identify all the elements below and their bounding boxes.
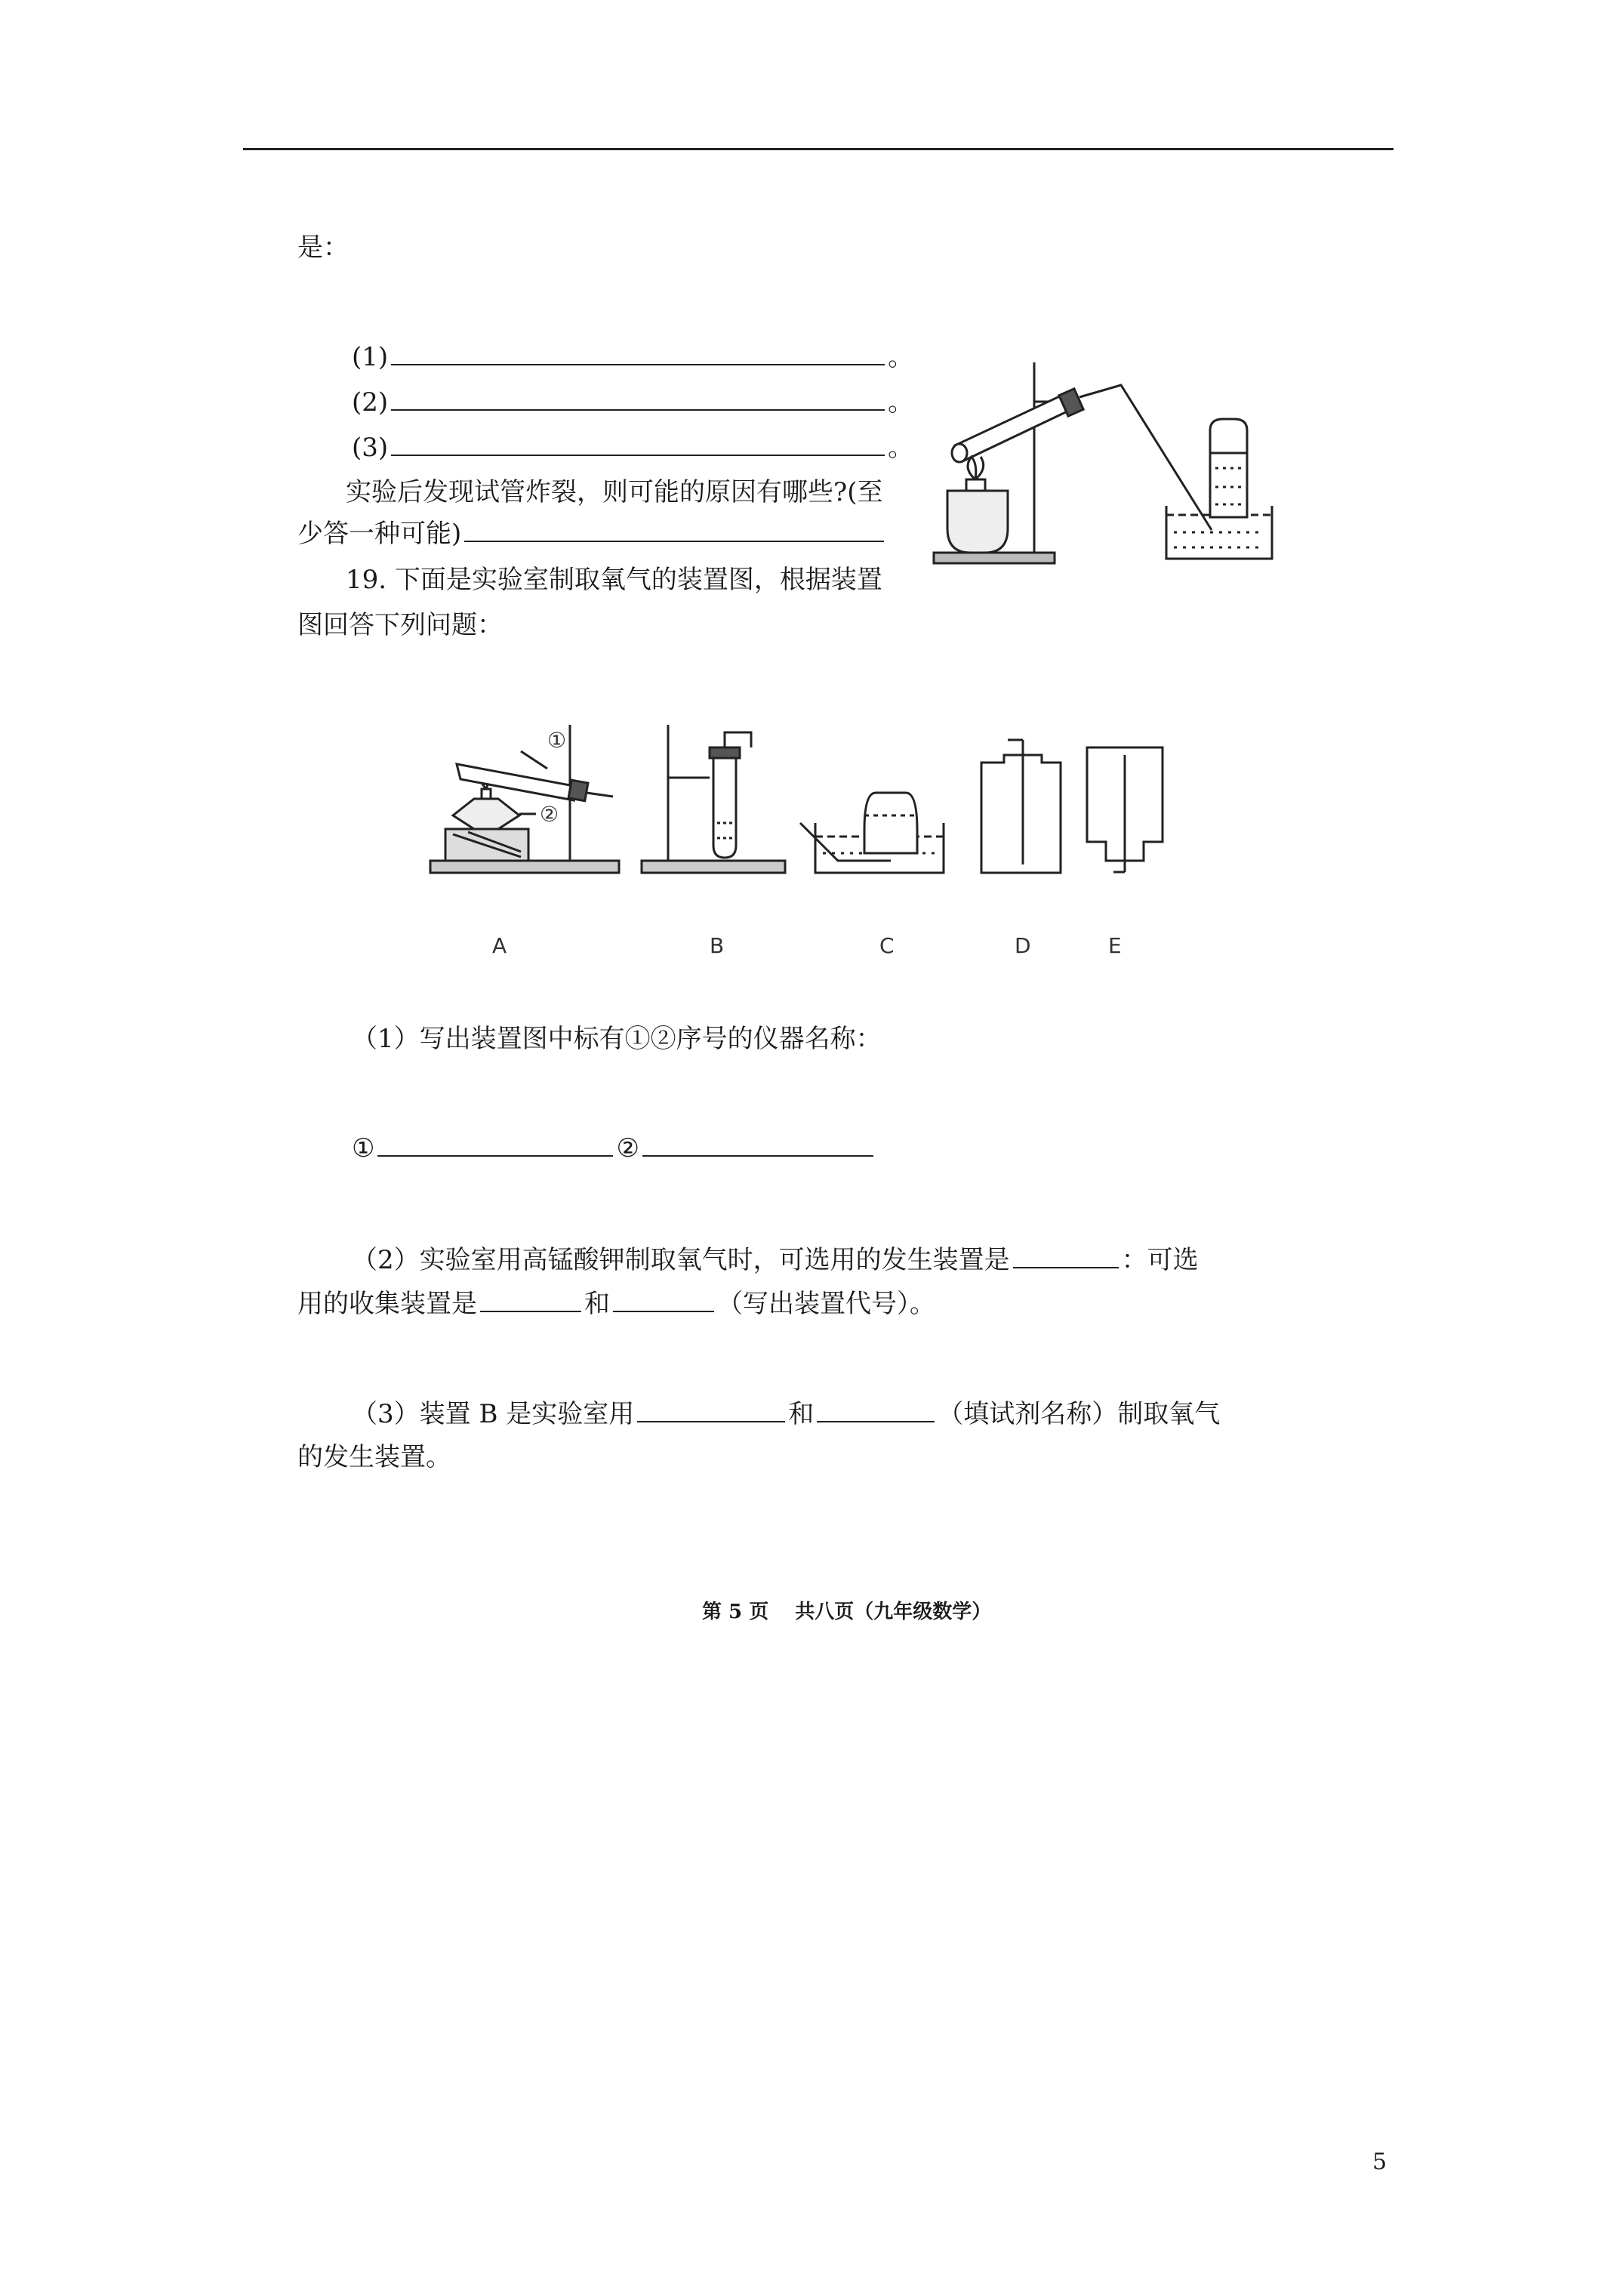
q18-blank-3[interactable] <box>391 432 885 456</box>
q19-part1-blank-2[interactable] <box>642 1133 873 1157</box>
figure-label-a: A <box>492 933 507 958</box>
q19-part3-line1: （3）装置 B 是实验室用 和 （填试剂名称）制取氧气 <box>352 1399 1221 1429</box>
figure-label-d: D <box>1015 933 1031 958</box>
q18-blank-1[interactable] <box>391 341 885 365</box>
q19-part1-blank-1[interactable] <box>377 1133 613 1157</box>
q19-part3-blank-2[interactable] <box>817 1398 935 1422</box>
q19-apparatus-figure <box>408 710 1253 959</box>
q19-part2-line1: （2）实验室用高锰酸钾制取氧气时，可选用的发生装置是 ：可选 <box>352 1245 1199 1275</box>
q19-part2-blank-2[interactable] <box>480 1288 581 1312</box>
q18-blank-2[interactable] <box>391 387 885 411</box>
figure-marker-2: ② <box>540 802 559 827</box>
q19-intro-line2: 图回答下列问题： <box>297 610 503 640</box>
footer-page-info: 第 5 页 共八页（九年级数学） <box>702 1601 992 1623</box>
q19-part3-blank-1[interactable] <box>637 1398 785 1422</box>
figure-label-c: C <box>879 933 895 958</box>
figure-label-b: B <box>710 933 725 958</box>
q19-part3-line2: 的发生装置。 <box>297 1442 451 1472</box>
q19-part1-blanks: ① ② <box>352 1133 876 1163</box>
footer-page-number: 5 <box>1372 2149 1387 2175</box>
q19-intro-line1: 19. 下面是实验室制取氧气的装置图，根据装置 <box>346 565 882 595</box>
q18-item-3: (3) 。 <box>352 433 914 463</box>
q19-part2-blank-1[interactable] <box>1013 1244 1119 1268</box>
q18-followup-line1: 实验后发现试管炸裂，则可能的原因有哪些?(至 <box>346 477 883 507</box>
q18-followup-blank[interactable] <box>464 518 884 542</box>
q18-item-2: (2) 。 <box>352 387 914 418</box>
q19-part1-text: （1）写出装置图中标有①②序号的仪器名称： <box>352 1024 882 1054</box>
header-rule <box>243 148 1394 150</box>
q18-apparatus-figure <box>925 355 1280 574</box>
continuation-text: 是： <box>297 233 349 263</box>
figure-marker-1: ① <box>547 728 567 753</box>
q19-part2-blank-3[interactable] <box>613 1288 714 1312</box>
q18-followup-line2: 少答一种可能) <box>297 518 887 549</box>
figure-label-e: E <box>1108 933 1122 958</box>
q18-item-1: (1) 。 <box>352 342 914 372</box>
q19-part2-line2: 用的收集装置是 和 （写出装置代号）。 <box>297 1289 935 1319</box>
